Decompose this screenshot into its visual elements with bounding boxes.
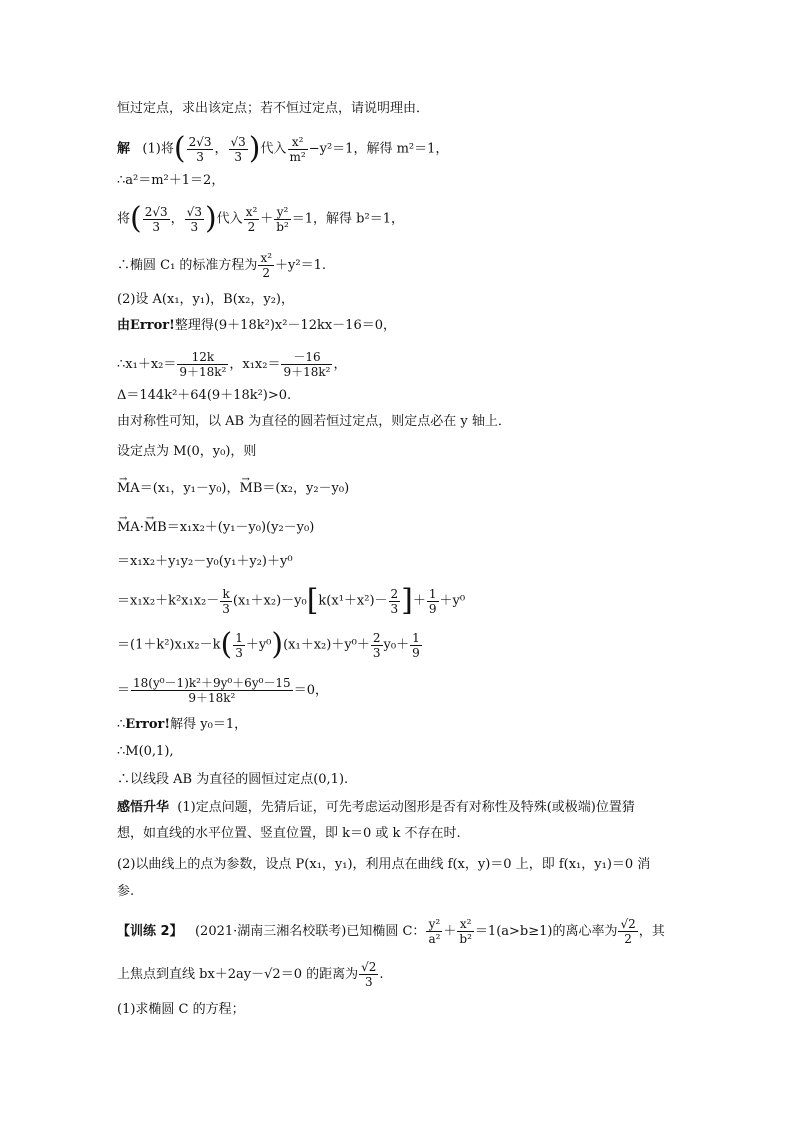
- fraction: $\frac{1}{9}$: [428, 586, 437, 616]
- fraction: $\frac{\text{x²}}{2}$: [245, 204, 258, 234]
- fraction: $\frac{\text{x²}}{\text{b²}}$: [459, 917, 472, 946]
- fraction: $\frac{√2}{3}$: [361, 960, 377, 989]
- text-line: ∴M(0,1),: [117, 744, 174, 759]
- text-line: 恒过定点，求出该定点；若不恒过定点，请说明理由．: [117, 101, 430, 116]
- fraction: $\frac{1}{9}$: [412, 630, 420, 660]
- text-line: 上焦点到直线 bx＋2ay－√2＝0 的距离为 $\frac{√2}{3}$ .: [117, 960, 384, 989]
- fraction: $\frac{12k}{\text{9＋18k²}}$: [179, 350, 227, 379]
- text-line: 参.: [117, 884, 135, 899]
- text-line: ∴a²＝m²＋1＝2，: [117, 173, 225, 188]
- fraction: $\frac{\text{y²}}{\text{a²}}$: [428, 917, 441, 946]
- summary-heading: 感悟升华: [117, 800, 170, 815]
- fraction: $\frac{\text{18(y⁰－1)k²＋9y⁰＋6y⁰－15}}{\text{9＋18k²}}$: [133, 676, 291, 705]
- text-line: (2)以曲线上的点为参数，设点 P(x₁，y₁)，利用点在曲线 f(x，y)＝0 上，即 f(x₁，y₁)＝0 消: [117, 857, 651, 872]
- text-line: ＝x₁x₂＋y₁y₂－y₀(y₁＋y₂)＋y⁰: [117, 554, 293, 569]
- text-line: → MA＝(x₁，y₁－y₀)，→ MB＝(x₂，y₂－y₀): [117, 481, 694, 497]
- text-line: → MA·→ MB＝x₁x₂＋(y₁－y₀)(y₂－y₀): [117, 520, 694, 536]
- solution-label: 解: [117, 141, 131, 157]
- summary-line: 感悟升华 (1)定点问题，先猜后证，可先考虑运动图形是否有对称性及特殊(或极端)位置猜: [117, 800, 635, 815]
- fraction: $\frac{\text{x²}}{\text{m²}}$: [289, 134, 306, 164]
- exercise-tag: 【训练 2】: [117, 924, 183, 939]
- text-line: ∴Error!解得 y₀＝1，: [117, 717, 248, 732]
- fraction: $\frac{k}{3}$: [222, 586, 230, 616]
- exercise-line: 【训练 2】 (2021·湖南三湘名校联考)已知椭圆 C： $\frac{\text{y²}}{\text{a²}}$ ＋ $\frac{\text{x²}}{\text{b²}}$ ＝1(a>b≥1)的离心率为 $\frac{√2}{2}$ ，其: [117, 917, 665, 946]
- fraction: $\frac{-16}{\text{9＋18k²}}$: [283, 350, 331, 379]
- fraction: $\frac{√2}{2}$: [620, 917, 636, 946]
- solution-line-1: 解 (1)将( $\frac{2√3}{3}$ ， $\frac{√3}{3}$ )代入 $\frac{\text{x²}}{\text{m²}}$ −y²＝1，解得 m²＝1，: [117, 131, 449, 166]
- vector-mb: → MB: [144, 520, 167, 536]
- text-line: (2)设 A(x₁，y₁)，B(x₂，y₂)，: [117, 292, 294, 307]
- vector-ma: → MA: [117, 520, 140, 536]
- fraction: $\frac{2√3}{3}$: [144, 204, 168, 234]
- text-line: 将( $\frac{2√3}{3}$ ， $\frac{√3}{3}$ )代入 $\frac{\text{x²}}{2}$ ＋ $\frac{\text{y²}}{\text{b²}}$ ＝1，解得 b²＝1，: [117, 201, 404, 236]
- fraction: $\frac{\text{y²}}{\text{b²}}$: [276, 204, 289, 234]
- text-line: ∴x₁＋x₂＝ $\frac{12k}{\text{9＋18k²}}$ ，x₁x₂＝ $\frac{-16}{\text{9＋18k²}}$ ，: [117, 350, 347, 379]
- vector-mb: → MB: [240, 481, 263, 497]
- fraction: $\frac{√3}{3}$: [230, 134, 246, 164]
- text-line: (1)求椭圆 C 的方程；: [117, 1002, 245, 1017]
- text-line: ＝(1＋k²)x₁x₂－k( $\frac{1}{3}$ ＋y⁰)(x₁＋x₂)＋y⁰＋ $\frac{2}{3}$ y₀＋ $\frac{1}{9}$: [117, 627, 420, 662]
- fraction: $\frac{2√3}{3}$: [188, 134, 212, 164]
- text-line: 由对称性可知，以 AB 为直径的圆若恒过定点，则定点必在 y 轴上．: [117, 414, 511, 429]
- fraction: $\frac{\text{x²}}{2}$: [260, 251, 273, 280]
- text-span: (1)将: [142, 141, 174, 157]
- fraction: $\frac{1}{3}$: [235, 630, 243, 660]
- text-line: ∴椭圆 C₁ 的标准方程为 $\frac{\text{x²}}{2}$ ＋y²＝1.: [117, 251, 326, 280]
- fraction: $\frac{√3}{3}$: [186, 204, 202, 234]
- fraction: $\frac{2}{3}$: [390, 586, 399, 616]
- error-marker: Error!: [125, 717, 171, 732]
- text-line: 由Error!整理得(9＋18k²)x²－12kx－16＝0，: [117, 318, 396, 333]
- text-line: ＝ $\frac{\text{18(y⁰－1)k²＋9y⁰＋6y⁰－15}}{\text{9＋18k²}}$ ＝0，: [117, 676, 328, 705]
- vector-ma: → MA: [117, 481, 140, 497]
- text-line: ∴以线段 AB 为直径的圆恒过定点(0,1).: [117, 772, 349, 787]
- fraction: $\frac{2}{3}$: [372, 630, 381, 660]
- text-line: 设定点为 M(0，y₀)，则: [117, 444, 257, 459]
- error-marker: 由Error!: [117, 318, 175, 333]
- text-line: 想，如直线的水平位置、竖直位置，即 k＝0 或 k 不存在时.: [117, 826, 461, 841]
- text-line: ＝x₁x₂＋k²x₁x₂－ $\frac{k}{3}$ (x₁＋x₂)－y₀[k(x¹＋x²)－ $\frac{2}{3}$ ]＋ $\frac{1}{9}$ ＋y⁰: [117, 583, 466, 618]
- text-line: Δ＝144k²＋64(9＋18k²)>0.: [117, 388, 292, 403]
